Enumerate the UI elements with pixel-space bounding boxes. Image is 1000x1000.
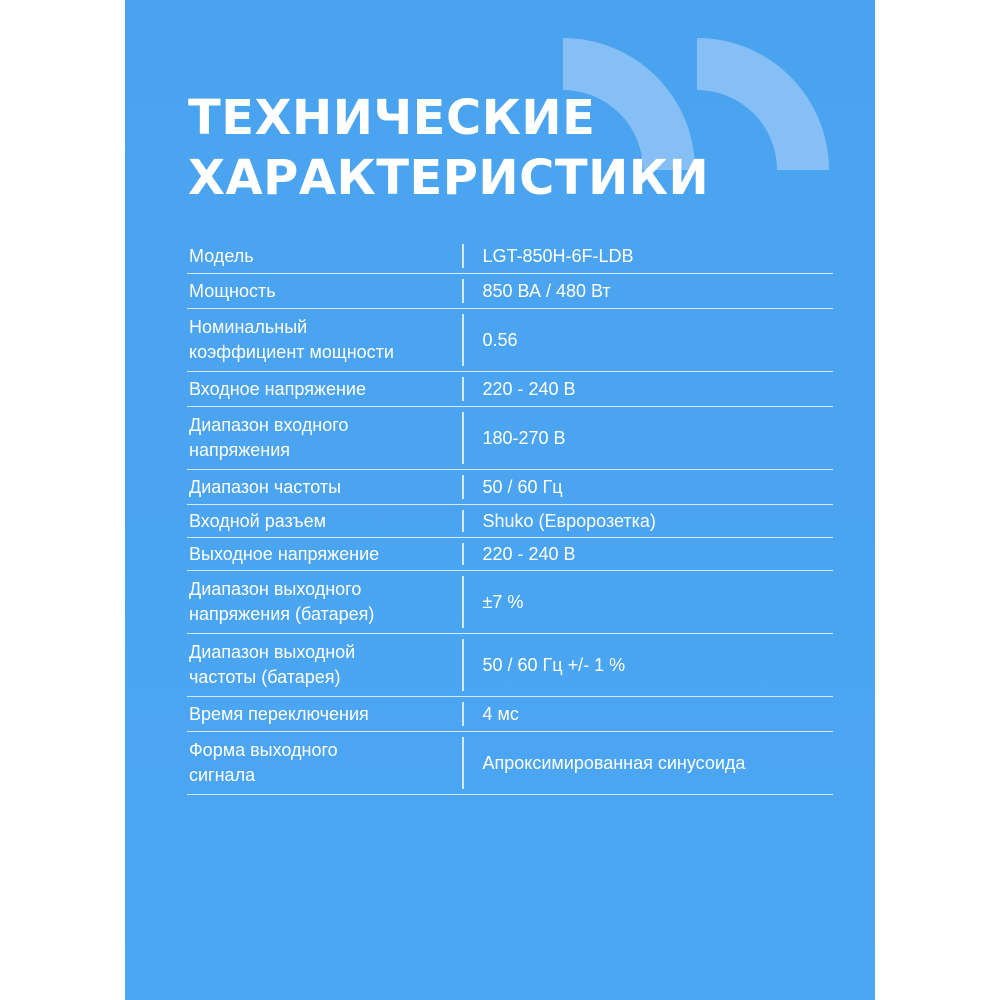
spec-value: 50 / 60 Гц: [482, 476, 563, 497]
spec-row-output-frequency-range: [187, 634, 833, 697]
spec-value: ±7 %: [482, 591, 524, 612]
spec-value: 4 мс: [482, 703, 519, 724]
spec-row-output-waveform: [187, 732, 833, 795]
spec-row-output-voltage: [187, 538, 833, 571]
spec-value: Shuko (Евророзетка): [482, 510, 656, 531]
spec-label: Форма выходного сигнала: [189, 740, 338, 785]
spec-row-input-connector: [187, 505, 833, 538]
spec-row-transfer-time: [187, 697, 833, 732]
spec-label: Мощность: [189, 280, 276, 301]
quote-marks-icon: [697, 38, 829, 170]
spec-row-input-voltage-range: [187, 407, 833, 470]
spec-label: Диапазон входного напряжения: [189, 415, 349, 460]
spec-value: 0.56: [482, 329, 518, 350]
spec-row-power-factor: [187, 309, 833, 372]
spec-value: 220 - 240 В: [482, 543, 576, 564]
spec-value: 50 / 60 Гц +/- 1 %: [482, 654, 626, 675]
spec-value: Апроксимированная синусоида: [482, 752, 746, 773]
spec-label: Входной разъем: [189, 510, 327, 531]
spec-label: Время переключения: [189, 703, 369, 724]
spec-card: [125, 0, 875, 1000]
spec-value: 180-270 В: [482, 427, 566, 448]
spec-row-power: [187, 274, 833, 309]
page-title: ТЕХНИЧЕСКИЕ ХАРАКТЕРИСТИКИ: [188, 90, 710, 206]
spec-row-input-voltage: [187, 372, 833, 407]
spec-row-frequency-range: [187, 470, 833, 505]
spec-value: LGT-850H-6F-LDB: [482, 245, 634, 266]
spec-row-model: [187, 239, 833, 274]
spec-label: Входное напряжение: [189, 378, 366, 399]
spec-value: 220 - 240 В: [482, 378, 576, 399]
spec-label: Модель: [189, 245, 254, 266]
spec-label: Номинальный коэффициент мощности: [189, 317, 394, 362]
spec-label: Диапазон выходного напряжения (батарея): [189, 579, 375, 624]
spec-label: Диапазон частоты: [189, 476, 342, 497]
spec-table: [187, 239, 833, 795]
spec-label: Выходное напряжение: [189, 543, 380, 564]
spec-value: 850 ВА / 480 Вт: [482, 280, 611, 301]
spec-label: Диапазон выходной частоты (батарея): [189, 642, 356, 687]
spec-row-output-voltage-range: [187, 571, 833, 634]
